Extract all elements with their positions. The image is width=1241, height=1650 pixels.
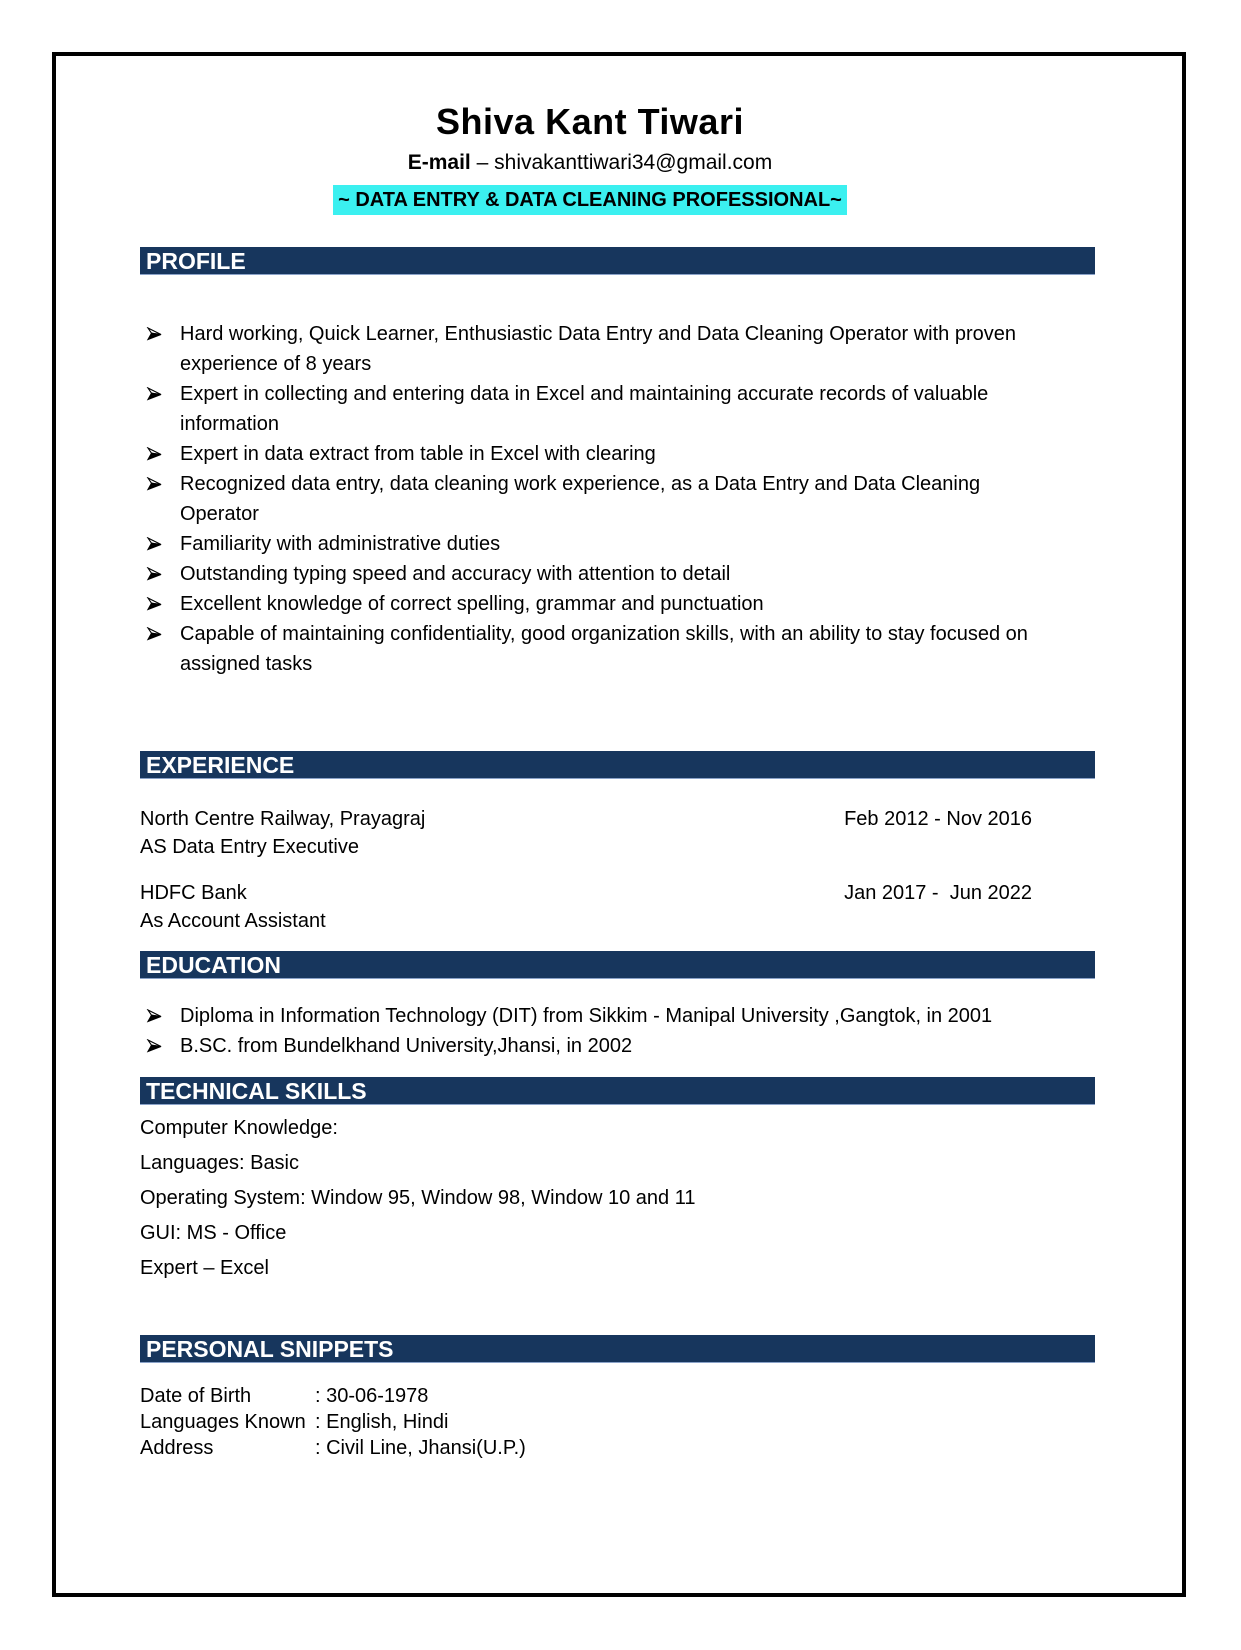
section-header-personal-snippets: PERSONAL SNIPPETS bbox=[140, 1335, 1095, 1363]
profession-tagline: ~ DATA ENTRY & DATA CLEANING PROFESSIONAL~ bbox=[333, 185, 847, 215]
profile-bullet-text: Excellent knowledge of correct spelling, grammar and punctuation bbox=[180, 593, 764, 615]
profile-bullet-text: Hard working, Quick Learner, Enthusiastic Data Entry and Data Cleaning Operator with proven experience of 8 years bbox=[180, 323, 1016, 375]
list-item bbox=[146, 619, 1035, 679]
job-company: HDFC Bank bbox=[140, 882, 247, 904]
profile-bullet-text: Expert in collecting and entering data in Excel and maintaining accurate records of valuable information bbox=[180, 383, 989, 435]
email-address: – shivakanttiwari34@gmail.com bbox=[476, 151, 773, 174]
section-header-experience: EXPERIENCE bbox=[140, 751, 1095, 779]
arrowhead-bullet-icon bbox=[146, 627, 163, 641]
profile-bullet-list bbox=[140, 319, 1095, 679]
profile-bullet-text: Familiarity with administrative duties bbox=[180, 533, 501, 555]
skill-line: Expert – Excel bbox=[140, 1257, 269, 1279]
job-dates: Feb 2012 - Nov 2016 bbox=[844, 808, 1032, 830]
personal-row bbox=[140, 1435, 1095, 1461]
arrowhead-bullet-icon bbox=[146, 567, 163, 581]
profile-bullet-text: Capable of maintaining confidentiality, good organization skills, with an ability to stay focused on assigned tasks bbox=[180, 623, 1028, 675]
resume-content bbox=[140, 100, 1095, 1461]
skill-line: GUI: MS - Office bbox=[140, 1222, 287, 1244]
personal-value: : 30-06-1978 bbox=[315, 1385, 429, 1407]
personal-snippets-block bbox=[140, 1383, 1095, 1461]
list-item bbox=[146, 559, 1035, 589]
list-item bbox=[146, 1031, 1035, 1061]
arrowhead-bullet-icon bbox=[146, 597, 163, 611]
arrowhead-bullet-icon bbox=[146, 1009, 163, 1023]
list-item bbox=[146, 439, 1035, 469]
list-item bbox=[146, 379, 1035, 439]
tagline-wrap bbox=[140, 185, 1040, 215]
candidate-name: Shiva Kant Tiwari bbox=[436, 101, 744, 142]
email-line bbox=[140, 150, 1040, 176]
personal-row bbox=[140, 1409, 1095, 1435]
job-head bbox=[140, 879, 1095, 907]
job-company: North Centre Railway, Prayagraj bbox=[140, 808, 426, 830]
personal-label: Languages Known bbox=[140, 1411, 306, 1433]
section-header-education: EDUCATION bbox=[140, 951, 1095, 979]
email-label: E-mail bbox=[407, 151, 471, 174]
personal-value: : Civil Line, Jhansi(U.P.) bbox=[315, 1437, 526, 1459]
skill-line: Operating System: Window 95, Window 98, Window 10 and 11 bbox=[140, 1187, 696, 1209]
job-dates: Jan 2017 - Jun 2022 bbox=[844, 882, 1032, 904]
resume-page bbox=[52, 52, 1186, 1597]
arrowhead-bullet-icon bbox=[146, 387, 163, 401]
list-item bbox=[146, 529, 1035, 559]
section-header-technical-skills: TECHNICAL SKILLS bbox=[140, 1077, 1095, 1105]
arrowhead-bullet-icon bbox=[146, 477, 163, 491]
section-header-profile: PROFILE bbox=[140, 247, 1095, 275]
list-item bbox=[146, 589, 1035, 619]
technical-skills-block bbox=[140, 1117, 1095, 1280]
experience-entry bbox=[140, 805, 1095, 861]
experience-entry bbox=[140, 879, 1095, 935]
arrowhead-bullet-icon bbox=[146, 447, 163, 461]
list-item bbox=[146, 1001, 1035, 1031]
education-bullet-list bbox=[140, 1001, 1095, 1061]
list-item bbox=[146, 319, 1035, 379]
personal-label: Date of Birth bbox=[140, 1385, 252, 1407]
arrowhead-bullet-icon bbox=[146, 1039, 163, 1053]
personal-value: : English, Hindi bbox=[315, 1411, 449, 1433]
job-head bbox=[140, 805, 1095, 833]
job-role: AS Data Entry Executive bbox=[140, 836, 359, 858]
resume-header bbox=[140, 100, 1040, 215]
skill-line: Computer Knowledge: bbox=[140, 1117, 338, 1139]
profile-bullet-text: Outstanding typing speed and accuracy with attention to detail bbox=[180, 563, 731, 585]
job-role: As Account Assistant bbox=[140, 910, 326, 932]
personal-row bbox=[140, 1383, 1095, 1409]
education-bullet-text: Diploma in Information Technology (DIT) from Sikkim - Manipal University ,Gangtok, in 2001 bbox=[180, 1005, 993, 1027]
education-bullet-text: B.SC. from Bundelkhand University,Jhansi, in 2002 bbox=[180, 1035, 633, 1057]
personal-label: Address bbox=[140, 1437, 214, 1459]
profile-bullet-text: Expert in data extract from table in Excel with clearing bbox=[180, 443, 656, 465]
skill-line: Languages: Basic bbox=[140, 1152, 300, 1174]
arrowhead-bullet-icon bbox=[146, 327, 163, 341]
list-item bbox=[146, 469, 1035, 529]
profile-bullet-text: Recognized data entry, data cleaning work experience, as a Data Entry and Data Cleaning Operator bbox=[180, 473, 981, 525]
arrowhead-bullet-icon bbox=[146, 537, 163, 551]
